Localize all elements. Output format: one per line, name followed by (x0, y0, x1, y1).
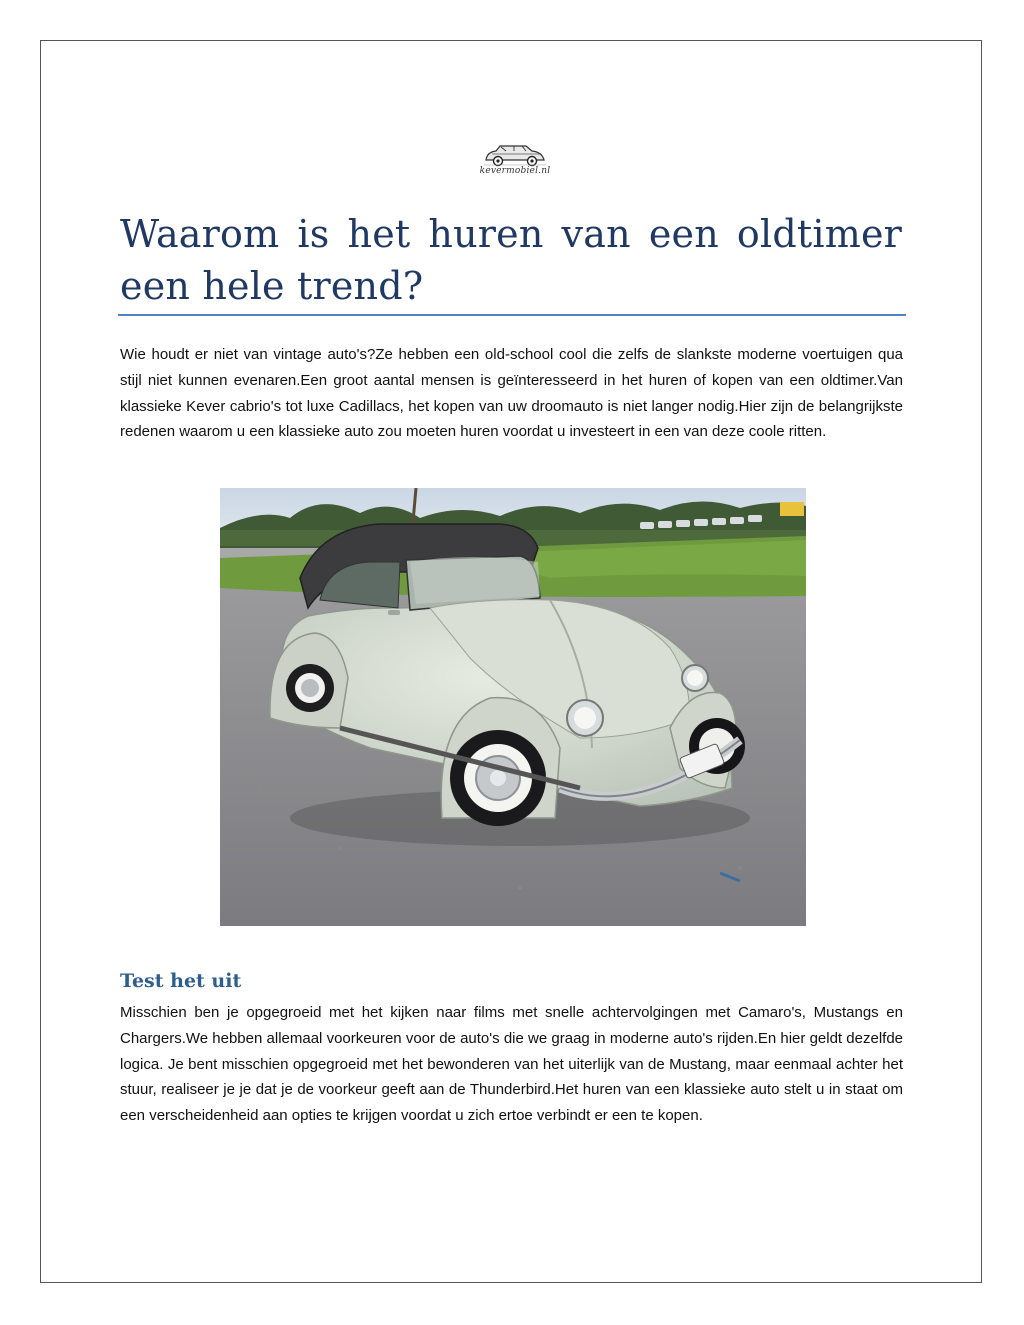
logo-wordmark: kevermobiel.nl (479, 166, 551, 176)
classic-car-logo-icon (470, 140, 560, 168)
section-heading: Test het uit (120, 970, 242, 992)
page-title: Waarom is het huren van een oldtimer een hele trend? (120, 212, 902, 308)
beetle-photo (220, 488, 806, 926)
site-logo[interactable] (470, 140, 560, 182)
title-divider (118, 314, 906, 316)
intro-paragraph: Wie houdt er niet van vintage auto's?Ze hebben een old-school cool die zelfs de slankste moderne voertuigen qua stijl niet kunnen evenaren.Een groot aantal mensen is geïnteresseerd in het huren of kopen van een oldtimer.Van klassieke Kever cabrio's tot luxe Cadillacs, het kopen van uw droomauto is niet langer nodig.Hier zijn de belangrijkste redenen waarom u een klassieke auto zou moeten huren voordat u investeert in een van deze coole ritten. (120, 346, 903, 441)
section-paragraph: Misschien ben je opgegroeid met het kijken naar films met snelle achtervolgingen met Camaro's, Mustangs en Chargers.We hebben allemaal voorkeuren voor de auto's die we graag in moderne auto's rijden.En hier geldt dezelfde logica. Je bent misschien opgegroeid met het bewonderen van het uiterlijk van de Mustang, maar eenmaal achter het stuur, realiseer je je dat je de voorkeur geeft aan de Thunderbird.Het huren van een klassieke auto stelt u in staat om een verscheidenheid aan opties te krijgen voordat u zich ertoe verbindt er een te kopen. (120, 1004, 903, 1125)
